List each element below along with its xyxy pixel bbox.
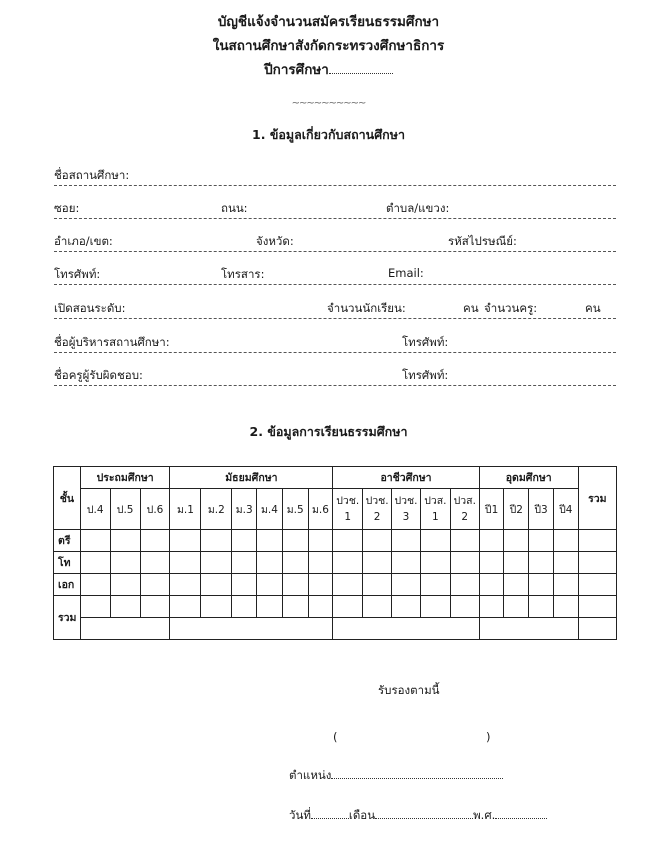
table-cell[interactable] [392, 574, 421, 596]
table-cell[interactable] [450, 596, 479, 618]
col-secondary-header: ม.3 [232, 489, 257, 530]
table-cell[interactable] [257, 552, 283, 574]
fax-label: โทรสาร: [221, 267, 265, 281]
students-label: จำนวนนักเรียน: [327, 301, 406, 315]
col-secondary-header: ม.5 [282, 489, 308, 530]
table-cell[interactable] [170, 596, 201, 618]
month-blank[interactable] [375, 818, 473, 819]
table-cell[interactable] [504, 596, 529, 618]
district-row[interactable] [54, 233, 616, 252]
students-unit: คน [463, 301, 479, 315]
primary-total-cell[interactable] [80, 618, 170, 640]
levels-row[interactable] [54, 300, 616, 319]
director-phone-label: โทรศัพท์: [402, 335, 449, 349]
section2-title: 2. ข้อมูลการเรียนธรรมศึกษา [249, 424, 408, 439]
postal-label: รหัสไปรษณีย์: [448, 234, 517, 248]
vocational-total-cell[interactable] [333, 618, 479, 640]
enrollment-table [53, 466, 617, 640]
col-primary-header: ป.4 [80, 489, 110, 530]
col-vocational-type: ปวส. [453, 495, 476, 507]
col-vocational-type: ปวช. [365, 495, 389, 507]
col-higher-header: ปี2 [504, 489, 529, 530]
table-cell[interactable] [504, 552, 529, 574]
form-title-line2: ในสถานศึกษาสังกัดกระทรวงศึกษาธิการ [212, 38, 445, 54]
table-header-columns [54, 489, 617, 530]
table-cell[interactable] [479, 574, 504, 596]
table-cell[interactable] [308, 596, 333, 618]
district-label: อำเภอ/เขต: [54, 234, 113, 248]
col-higher-header: ปี4 [553, 489, 578, 530]
position-blank[interactable] [331, 778, 503, 779]
academic-year-label: ปีการศึกษา [264, 62, 329, 78]
col-secondary-header: ม.2 [201, 489, 232, 530]
table-cell[interactable] [529, 552, 554, 574]
academic-year-line [0, 58, 657, 80]
table-cell[interactable] [232, 574, 257, 596]
col-vocational-header [392, 489, 421, 530]
group-primary-header: ประถมศึกษา [80, 467, 170, 489]
table-cell[interactable] [479, 552, 504, 574]
table-cell[interactable] [392, 552, 421, 574]
table-cell[interactable] [308, 530, 333, 552]
section1-title: 1. ข้อมูลเกี่ยวกับสถานศึกษา [252, 127, 405, 142]
col-higher-header: ปี1 [479, 489, 504, 530]
col-secondary-header: ม.1 [170, 489, 201, 530]
table-row [54, 552, 617, 574]
table-cell[interactable] [170, 530, 201, 552]
group-vocational-header: อาชีวศึกษา [333, 467, 479, 489]
group-secondary-header: มัธยมศึกษา [170, 467, 333, 489]
table-cell[interactable] [392, 596, 421, 618]
col-vocational-year: 3 [402, 511, 410, 523]
school-name-row[interactable] [54, 167, 616, 186]
col-vocational-year: 1 [432, 511, 439, 523]
signature-paren-open: ( [333, 730, 338, 744]
position-line [289, 767, 503, 785]
table-cell[interactable] [450, 530, 479, 552]
table-cell[interactable] [110, 530, 140, 552]
col-vocational-header [333, 489, 363, 530]
col-vocational-year: 2 [461, 511, 469, 523]
col-higher-header: ปี3 [529, 489, 554, 530]
table-cell[interactable] [110, 596, 140, 618]
table-cell[interactable] [529, 530, 554, 552]
soi-label: ซอย: [54, 201, 80, 215]
table-cell[interactable] [450, 552, 479, 574]
certify-text: รับรองตามนี้ [378, 683, 440, 697]
table-cell[interactable] [232, 530, 257, 552]
row-degree-label: โท [54, 552, 81, 574]
table-cell[interactable] [578, 574, 616, 596]
position-label: ตำแหน่ง [289, 768, 332, 782]
table-cell[interactable] [308, 574, 333, 596]
table-cell[interactable] [140, 530, 170, 552]
table-cell[interactable] [232, 596, 257, 618]
table-cell[interactable] [553, 574, 578, 596]
table-cell[interactable] [110, 574, 140, 596]
form-title-line1: บัญชีแจ้งจำนวนสมัครเรียนธรรมศึกษา [217, 14, 440, 30]
year-label: พ.ศ. [473, 808, 496, 822]
table-row [54, 530, 617, 552]
table-cell[interactable] [170, 552, 201, 574]
table-cell[interactable] [392, 530, 421, 552]
teachers-unit: คน [585, 301, 601, 315]
secondary-total-cell[interactable] [170, 618, 333, 640]
table-cell[interactable] [479, 530, 504, 552]
school-name-label: ชื่อสถานศึกษา: [54, 168, 130, 182]
group-higher-header: อุดมศึกษา [479, 467, 578, 489]
col-vocational-type: ปวช. [336, 495, 360, 507]
table-cell[interactable] [201, 596, 232, 618]
table-cell[interactable] [529, 596, 554, 618]
academic-year-blank[interactable] [329, 73, 393, 74]
table-cell[interactable] [201, 530, 232, 552]
table-cell[interactable] [232, 552, 257, 574]
table-cell[interactable] [140, 596, 170, 618]
signature-paren-close: ) [486, 730, 491, 744]
table-cell[interactable] [578, 552, 616, 574]
table-cell[interactable] [504, 530, 529, 552]
col-level-header: ชั้น [54, 467, 81, 530]
table-cell[interactable] [257, 596, 283, 618]
col-secondary-header: ม.6 [308, 489, 333, 530]
col-total-header: รวม [578, 467, 616, 530]
table-row [54, 574, 617, 596]
table-cell[interactable] [257, 574, 283, 596]
table-cell[interactable] [333, 574, 363, 596]
table-cell[interactable] [450, 574, 479, 596]
table-cell[interactable] [363, 552, 392, 574]
road-label: ถนน: [221, 201, 248, 215]
col-primary-header: ป.6 [140, 489, 170, 530]
col-vocational-header [450, 489, 479, 530]
col-vocational-header [420, 489, 450, 530]
contact-row[interactable] [54, 266, 616, 285]
date-blank[interactable] [311, 818, 349, 819]
teachers-label: จำนวนครู: [484, 301, 538, 315]
table-cell[interactable] [282, 596, 308, 618]
province-label: จังหวัด: [256, 234, 294, 248]
col-primary-header: ป.5 [110, 489, 140, 530]
table-cell[interactable] [257, 530, 283, 552]
col-vocational-type: ปวส. [424, 495, 447, 507]
table-cell[interactable] [333, 552, 363, 574]
table-cell[interactable] [201, 574, 232, 596]
levels-label: เปิดสอนระดับ: [54, 301, 126, 315]
row-degree-label: ตรี [54, 530, 81, 552]
table-cell[interactable] [333, 530, 363, 552]
table-cell[interactable] [282, 530, 308, 552]
table-cell[interactable] [578, 530, 616, 552]
table-cell[interactable] [282, 552, 308, 574]
email-label: Email: [388, 266, 424, 280]
table-cell[interactable] [363, 574, 392, 596]
table-cell[interactable] [529, 574, 554, 596]
header-divider: ~~~~~~~~~~ [291, 98, 366, 109]
teacher-row[interactable] [54, 367, 616, 386]
col-vocational-year: 2 [373, 511, 381, 523]
table-cell[interactable] [553, 530, 578, 552]
table-cell[interactable] [420, 574, 450, 596]
col-secondary-header: ม.4 [257, 489, 283, 530]
year-blank[interactable] [495, 818, 547, 819]
table-cell[interactable] [140, 552, 170, 574]
table-cell[interactable] [504, 574, 529, 596]
table-cell[interactable] [80, 530, 110, 552]
director-label: ชื่อผู้บริหารสถานศึกษา: [54, 335, 170, 349]
col-vocational-type: ปวช. [394, 495, 418, 507]
table-total-row [54, 596, 617, 618]
table-cell[interactable] [170, 574, 201, 596]
teacher-phone-label: โทรศัพท์: [402, 368, 449, 382]
table-cell[interactable] [140, 574, 170, 596]
table-cell[interactable] [479, 596, 504, 618]
table-cell[interactable] [553, 596, 578, 618]
phone-label: โทรศัพท์: [54, 267, 101, 281]
table-group-total-row [54, 618, 617, 640]
row-total-label: รวม [54, 596, 81, 640]
table-cell[interactable] [80, 596, 110, 618]
table-cell[interactable] [308, 552, 333, 574]
table-cell[interactable] [420, 552, 450, 574]
table-cell[interactable] [420, 596, 450, 618]
col-vocational-year: 1 [344, 511, 352, 523]
teacher-in-charge-label: ชื่อครูผู้รับผิดชอบ: [54, 368, 143, 382]
table-cell[interactable] [363, 530, 392, 552]
row-degree-label: เอก [54, 574, 81, 596]
table-cell[interactable] [420, 530, 450, 552]
table-header-groups [54, 467, 617, 489]
table-cell[interactable] [201, 552, 232, 574]
table-cell[interactable] [282, 574, 308, 596]
grand-total-cell[interactable] [578, 618, 616, 640]
table-cell[interactable] [553, 552, 578, 574]
col-vocational-header [363, 489, 392, 530]
address-row[interactable] [54, 200, 616, 219]
table-cell[interactable] [333, 596, 363, 618]
table-cell[interactable] [363, 596, 392, 618]
table-cell[interactable] [578, 596, 616, 618]
table-cell[interactable] [80, 574, 110, 596]
director-row[interactable] [54, 334, 616, 353]
subdistrict-label: ตำบล/แขวง: [386, 201, 450, 215]
higher-total-cell[interactable] [479, 618, 578, 640]
table-cell[interactable] [110, 552, 140, 574]
month-label: เดือน [348, 808, 376, 822]
table-cell[interactable] [80, 552, 110, 574]
date-label: วันที่ [289, 808, 311, 822]
date-line [289, 807, 547, 825]
